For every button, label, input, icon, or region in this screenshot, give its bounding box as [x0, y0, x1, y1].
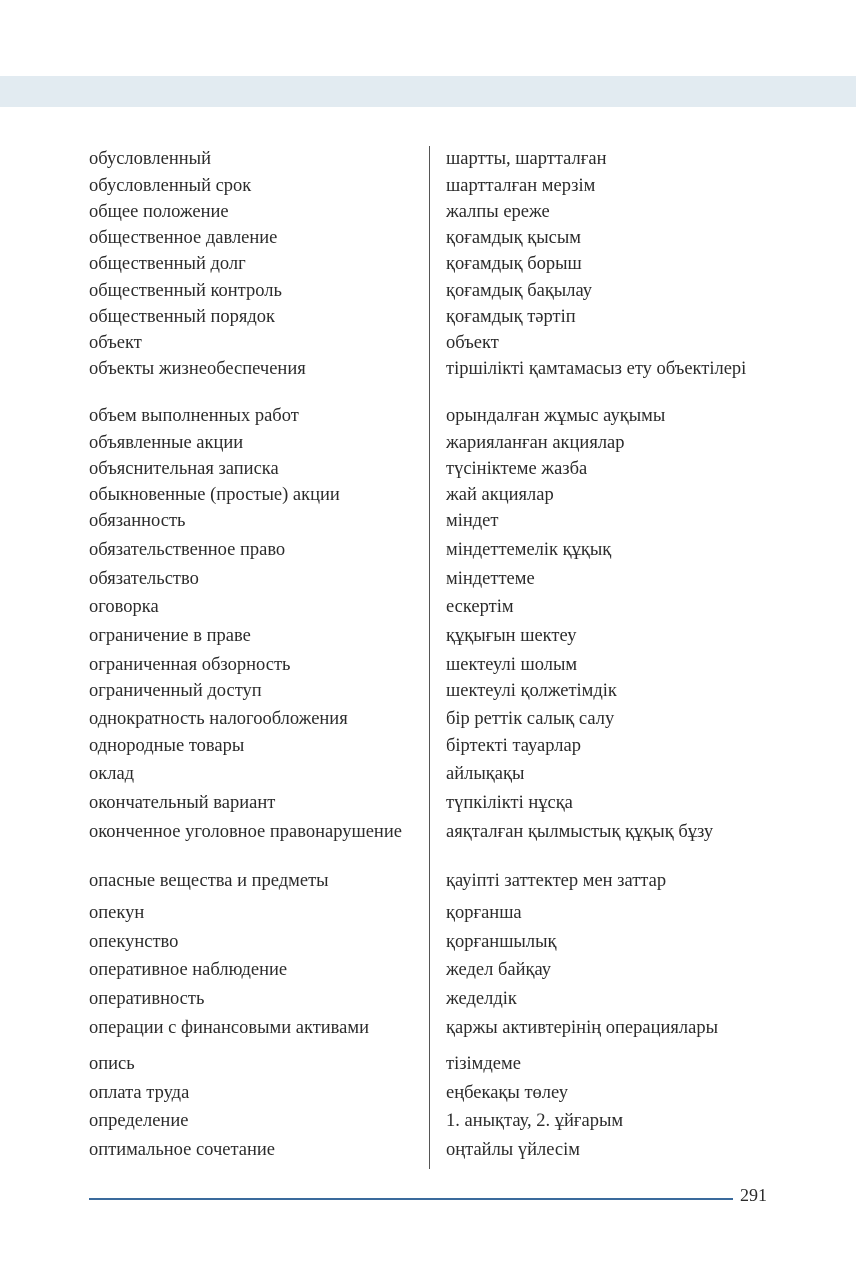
kazakh-term: міндет [446, 511, 499, 531]
russian-term: однократность налогообложения [89, 709, 348, 729]
kazakh-term: жеделдік [446, 989, 517, 1009]
russian-term: общественное давление [89, 228, 278, 248]
kazakh-term: біртекті тауарлар [446, 736, 581, 756]
kazakh-term: шектеулі шолым [446, 655, 578, 675]
russian-term: оклад [89, 764, 135, 784]
kazakh-term: қоғамдық тәртіп [446, 307, 576, 327]
russian-term: общественный порядок [89, 307, 276, 327]
russian-term: общественный контроль [89, 281, 282, 301]
kazakh-term: жай акциялар [446, 485, 554, 505]
russian-term: оплата труда [89, 1083, 190, 1103]
russian-term: определение [89, 1111, 189, 1131]
kazakh-term: қауіпті заттектер мен заттар [446, 871, 667, 891]
russian-term: оперативность [89, 989, 205, 1009]
russian-term: опись [89, 1054, 135, 1074]
kazakh-term: айлықақы [446, 764, 525, 784]
russian-term: опекунство [89, 932, 179, 952]
russian-term: общее положение [89, 202, 229, 222]
kazakh-term: бір реттік салық салу [446, 709, 615, 729]
header-band [0, 76, 856, 107]
russian-term: объем выполненных работ [89, 406, 299, 426]
kazakh-term: аяқталған қылмыстық құқық бұзу [446, 822, 714, 842]
russian-term: опасные вещества и предметы [89, 871, 329, 891]
russian-term: оговорка [89, 597, 159, 617]
kazakh-term: тізімдеме [446, 1054, 521, 1074]
russian-term: оптимальное сочетание [89, 1140, 276, 1160]
russian-term: операции с финансовыми активами [89, 1018, 369, 1038]
kazakh-term: жарияланған акциялар [446, 433, 625, 453]
kazakh-term: шектеулі қолжетімдік [446, 681, 617, 701]
russian-term: объекты жизнеобеспечения [89, 359, 306, 379]
kazakh-term: қаржы активтерінің операциялары [446, 1018, 719, 1038]
kazakh-term: тіршілікті қамтамасыз ету объектілері [446, 359, 747, 379]
kazakh-term: орындалған жұмыс ауқымы [446, 406, 666, 426]
kazakh-term: оңтайлы үйлесім [446, 1140, 580, 1160]
kazakh-term: құқығын шектеу [446, 626, 577, 646]
russian-term: окончательный вариант [89, 793, 276, 813]
kazakh-term: еңбекақы төлеу [446, 1083, 569, 1103]
kazakh-term: қорғанша [446, 903, 522, 923]
kazakh-term: шартты, шартталған [446, 149, 607, 169]
russian-term: обязательственное право [89, 540, 286, 560]
kazakh-term: қорғаншылық [446, 932, 557, 952]
kazakh-term: жедел байқау [446, 960, 552, 980]
page-number: 291 [740, 1185, 767, 1205]
kazakh-term: міндеттеме [446, 569, 535, 589]
kazakh-term: жалпы ереже [446, 202, 550, 222]
russian-term: обязательство [89, 569, 199, 589]
russian-term: ограниченный доступ [89, 681, 262, 701]
kazakh-term: объект [446, 333, 499, 353]
footer-rule [89, 1198, 733, 1200]
kazakh-term: шартталған мерзім [446, 176, 596, 196]
russian-term: объяснительная записка [89, 459, 279, 479]
russian-term: ограничение в праве [89, 626, 251, 646]
russian-term: объект [89, 333, 142, 353]
russian-term: обыкновенные (простые) акции [89, 485, 340, 505]
column-divider [429, 146, 430, 1169]
kazakh-term: қоғамдық борыш [446, 254, 582, 274]
kazakh-term: түсініктеме жазба [446, 459, 588, 479]
russian-term: оперативное наблюдение [89, 960, 288, 980]
russian-term: однородные товары [89, 736, 245, 756]
kazakh-term: қоғамдық бақылау [446, 281, 592, 301]
kazakh-term: қоғамдық қысым [446, 228, 581, 248]
russian-term: обязанность [89, 511, 186, 531]
russian-term: обусловленный [89, 149, 211, 169]
kazakh-term: ескертім [446, 597, 514, 617]
russian-term: оконченное уголовное правонарушение [89, 822, 402, 842]
russian-term: общественный долг [89, 254, 246, 274]
kazakh-term: міндеттемелік құқық [446, 540, 612, 560]
kazakh-term: түпкілікті нұсқа [446, 793, 573, 813]
russian-term: опекун [89, 903, 145, 923]
russian-term: ограниченная обзорность [89, 655, 291, 675]
russian-term: обусловленный срок [89, 176, 252, 196]
russian-term: объявленные акции [89, 433, 244, 453]
kazakh-term: 1. анықтау, 2. ұйғарым [446, 1111, 624, 1131]
